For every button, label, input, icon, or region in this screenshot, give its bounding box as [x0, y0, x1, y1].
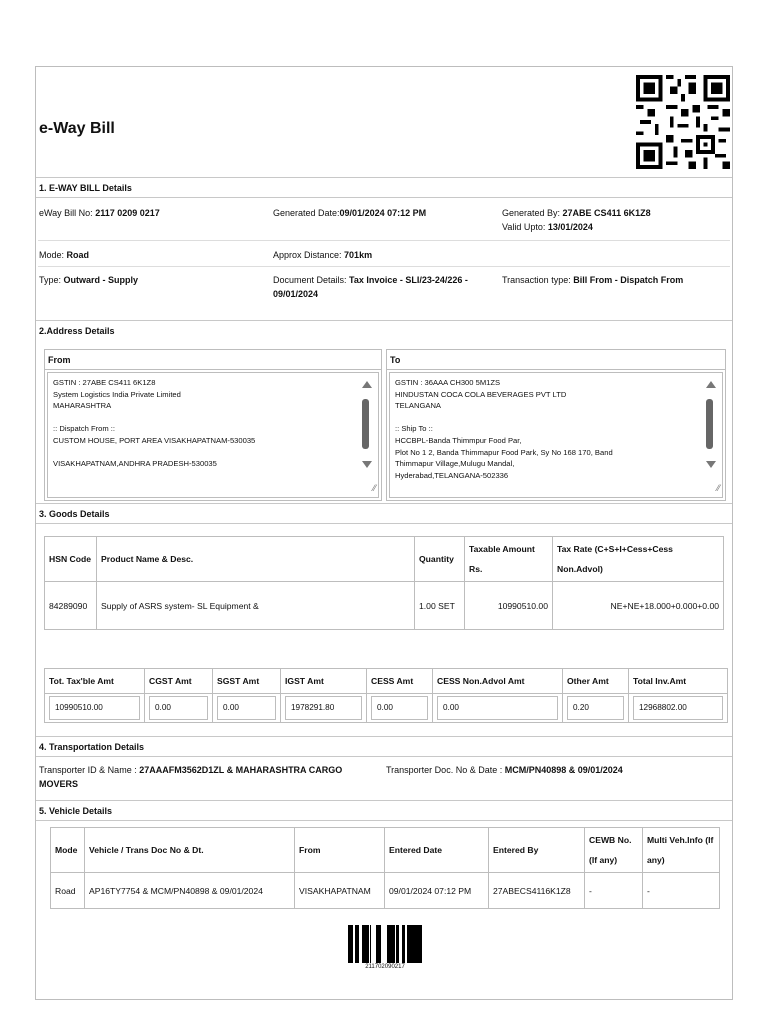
col-header: HSN Code [45, 537, 97, 582]
transporter: 27AAAFM3562D1ZL & MAHARASHTRA CARGO MOVERS [39, 765, 343, 789]
amt-header: IGST Amt [281, 669, 367, 694]
amount-field: 12968802.00 [633, 696, 723, 720]
scrollbar-thumb[interactable] [362, 399, 369, 449]
barcode [348, 925, 422, 963]
address-line: System Logistics India Private Limited [53, 389, 181, 399]
to-label: To [387, 350, 725, 370]
section-heading: 3. Goods Details [36, 504, 732, 524]
tax-rate: NE+NE+18.000+0.000+0.00 [553, 582, 724, 630]
scrollbar-thumb[interactable] [706, 399, 713, 449]
address-line: GSTIN : 36AAA CH300 5M1ZS [395, 378, 501, 387]
ewb-no: 2117 0209 0217 [95, 208, 160, 218]
address-line: VISAKHAPATNAM,ANDHRA PRADESH-530035 [53, 459, 217, 469]
col-header: Product Name & Desc. [97, 537, 415, 582]
multi-veh-info: - [643, 873, 720, 909]
product-desc: Supply of ASRS system- SL Equipment & [97, 582, 415, 630]
eway-bill-page [35, 66, 733, 1000]
entered-by: 27ABECS4116K1Z8 [489, 873, 585, 909]
gen-date: 09/01/2024 07:12 PM [339, 208, 427, 218]
goods-table [44, 536, 724, 630]
vehicle-details-section [36, 800, 732, 1000]
to-address-textarea[interactable] [389, 372, 723, 498]
address-line [53, 412, 356, 424]
gen-by-label: Generated By: [502, 208, 563, 218]
amt-header: CESS Amt [367, 669, 433, 694]
transporter-doc-label: Transporter Doc. No & Date : [386, 765, 505, 775]
amt-header: Other Amt [563, 669, 629, 694]
address-line: Plot No 1 2, Banda Thimmapur Food Park, Sy No 168 170, Band [395, 447, 613, 457]
amt-header: SGST Amt [213, 669, 281, 694]
amount-field: 0.00 [371, 696, 428, 720]
scroll-down-icon[interactable] [362, 461, 370, 468]
transportation-details-section [36, 736, 732, 800]
col-header: From [295, 828, 385, 873]
address-line: Hyderabad,TELANGANA-502336 [395, 470, 509, 480]
doc-details: Tax Invoice - SLI/23-24/226 - 09/01/2024 [273, 275, 468, 299]
table-header-row [51, 828, 720, 873]
col-header: Entered By [489, 828, 585, 873]
amount-value-row [45, 694, 728, 723]
address-line: HINDUSTAN COCA COLA BEVERAGES PVT LTD [395, 389, 567, 399]
amount-summary-table [44, 668, 728, 723]
col-header: Tax Rate (C+S+I+Cess+Cess Non.Advol) [553, 537, 724, 582]
scroll-down-icon[interactable] [706, 461, 714, 468]
from-address-lines [53, 377, 356, 470]
amount-field: 10990510.00 [49, 696, 140, 720]
amt-header: CESS Non.Advol Amt [433, 669, 563, 694]
page-title: e-Way Bill [39, 120, 115, 137]
table-header-row [45, 537, 724, 582]
address-line: :: Dispatch From :: [53, 424, 116, 434]
resize-handle-icon[interactable]: ⁄⁄ [716, 483, 720, 494]
address-line: GSTIN : 27ABE CS411 6K1Z8 [53, 378, 156, 387]
doc-label: Document Details: [273, 275, 350, 285]
address-line: Thimmapur Village,Mulugu Mandal, [395, 459, 515, 469]
vehicle-table [50, 827, 720, 909]
qr-code [636, 75, 730, 169]
col-header: Quantity [415, 537, 465, 582]
from-address-textarea[interactable] [47, 372, 379, 498]
gen-date-label: Generated Date: [273, 208, 340, 218]
amount-field: 0.20 [567, 696, 624, 720]
address-line [395, 412, 700, 424]
address-details-section [36, 320, 732, 503]
barcode-number: 211702090217 [365, 964, 405, 970]
trans-type: Bill From - Dispatch From [573, 275, 684, 285]
hsn-code: 84289090 [45, 582, 97, 630]
amt-header: CGST Amt [145, 669, 213, 694]
amt-header: Tot. Tax'ble Amt [45, 669, 145, 694]
eway-bill-details-section [36, 177, 732, 317]
table-row [45, 582, 724, 630]
to-address-lines [395, 377, 700, 481]
col-header: Taxable Amount Rs. [465, 537, 553, 582]
to-address-box [386, 349, 726, 501]
distance: 701km [344, 250, 373, 260]
transporter-doc: MCM/PN40898 & 09/01/2024 [504, 765, 623, 775]
address-line: :: Ship To :: [395, 424, 433, 434]
amount-field: 1978291.80 [285, 696, 362, 720]
address-line: HCCBPL-Banda Thimmpur Food Par, [395, 435, 522, 445]
amount-field: 0.00 [149, 696, 208, 720]
col-header: Entered Date [385, 828, 489, 873]
transporter-label: Transporter ID & Name : [39, 765, 140, 775]
trans-type-label: Transaction type: [502, 275, 574, 285]
mode: Road [66, 250, 90, 260]
col-header: Mode [51, 828, 85, 873]
quantity: 1.00 SET [415, 582, 465, 630]
taxable-amount: 10990510.00 [465, 582, 553, 630]
valid-label: Valid Upto: [502, 222, 548, 232]
scroll-up-icon[interactable] [362, 381, 370, 388]
entered-date: 09/01/2024 07:12 PM [385, 873, 489, 909]
ewb-no-label: eWay Bill No: [39, 208, 96, 218]
table-row [51, 873, 720, 909]
amount-header-row [45, 669, 728, 694]
amount-field: 0.00 [217, 696, 276, 720]
section-heading: 2.Address Details [36, 321, 732, 341]
col-header: Multi Veh.Info (If any) [643, 828, 720, 873]
section-heading: 5. Vehicle Details [36, 801, 732, 821]
section-heading: 4. Transportation Details [36, 737, 732, 757]
address-line: TELANGANA [395, 401, 441, 411]
vehicle-mode: Road [51, 873, 85, 909]
valid-upto: 13/01/2024 [547, 222, 593, 232]
distance-label: Approx Distance: [273, 250, 345, 260]
col-header: CEWB No. (If any) [585, 828, 643, 873]
amt-header: Total Inv.Amt [629, 669, 728, 694]
vehicle-from: VISAKHAPATNAM [295, 873, 385, 909]
gen-by: 27ABE CS411 6K1Z8 [562, 208, 651, 218]
from-address-box [44, 349, 382, 501]
address-line: MAHARASHTRA [53, 401, 112, 411]
address-line: CUSTOM HOUSE, PORT AREA VISAKHAPATNAM-530035 [53, 435, 256, 445]
cewb-no: - [585, 873, 643, 909]
scroll-up-icon[interactable] [706, 381, 714, 388]
section-heading: 1. E-WAY BILL Details [36, 178, 732, 198]
amount-field: 0.00 [437, 696, 558, 720]
type-label: Type: [39, 275, 64, 285]
resize-handle-icon[interactable]: ⁄⁄ [372, 483, 376, 494]
col-header: Vehicle / Trans Doc No & Dt. [85, 828, 295, 873]
goods-details-section [36, 503, 732, 735]
vehicle-doc: AP16TY7754 & MCM/PN40898 & 09/01/2024 [85, 873, 295, 909]
address-line [53, 447, 356, 459]
mode-label: Mode: [39, 250, 67, 260]
type: Outward - Supply [63, 275, 139, 285]
from-label: From [45, 350, 381, 370]
